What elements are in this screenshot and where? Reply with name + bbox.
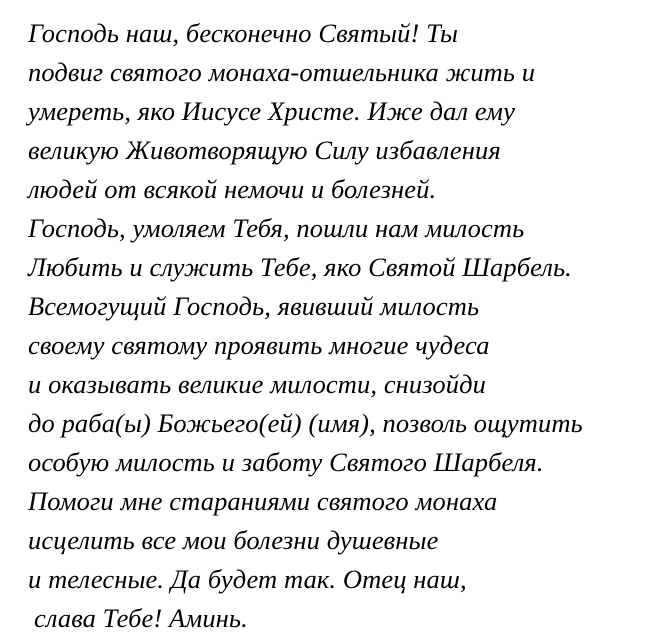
prayer-line-13: Помоги мне стараниями святого монаха: [28, 486, 498, 516]
prayer-line-10: и оказывать великие милости, снизойди: [28, 369, 486, 399]
prayer-line-5: людей от всякой немочи и болезней.: [28, 174, 437, 204]
prayer-line-3: умереть, яко Иисусе Христе. Иже дал ему: [28, 96, 515, 126]
prayer-line-12: особую милость и заботу Святого Шарбеля.: [28, 447, 544, 477]
prayer-line-15: и телесные. Да будет так. Отец наш,: [28, 564, 467, 594]
prayer-line-16: слава Тебе! Аминь.: [34, 603, 248, 633]
prayer-line-9: своему святому проявить многие чудеса: [28, 330, 490, 360]
prayer-line-2: подвиг святого монаха-отшельника жить и: [28, 57, 536, 87]
prayer-line-7: Любить и служить Тебе, яко Святой Шарбель.: [28, 252, 572, 282]
prayer-line-8: Всемогущий Господь, явивший милость: [28, 291, 480, 321]
prayer-line-1: Господь наш, бесконечно Святый! Ты: [28, 18, 459, 48]
prayer-line-6: Господь, умоляем Тебя, пошли нам милость: [28, 213, 525, 243]
prayer-line-11: до раба(ы) Божьего(ей) (имя), позволь ощутить: [28, 408, 583, 438]
prayer-line-14: исцелить все мои болезни душевные: [28, 525, 439, 555]
prayer-line-4: великую Животворящую Силу избавления: [28, 135, 501, 165]
